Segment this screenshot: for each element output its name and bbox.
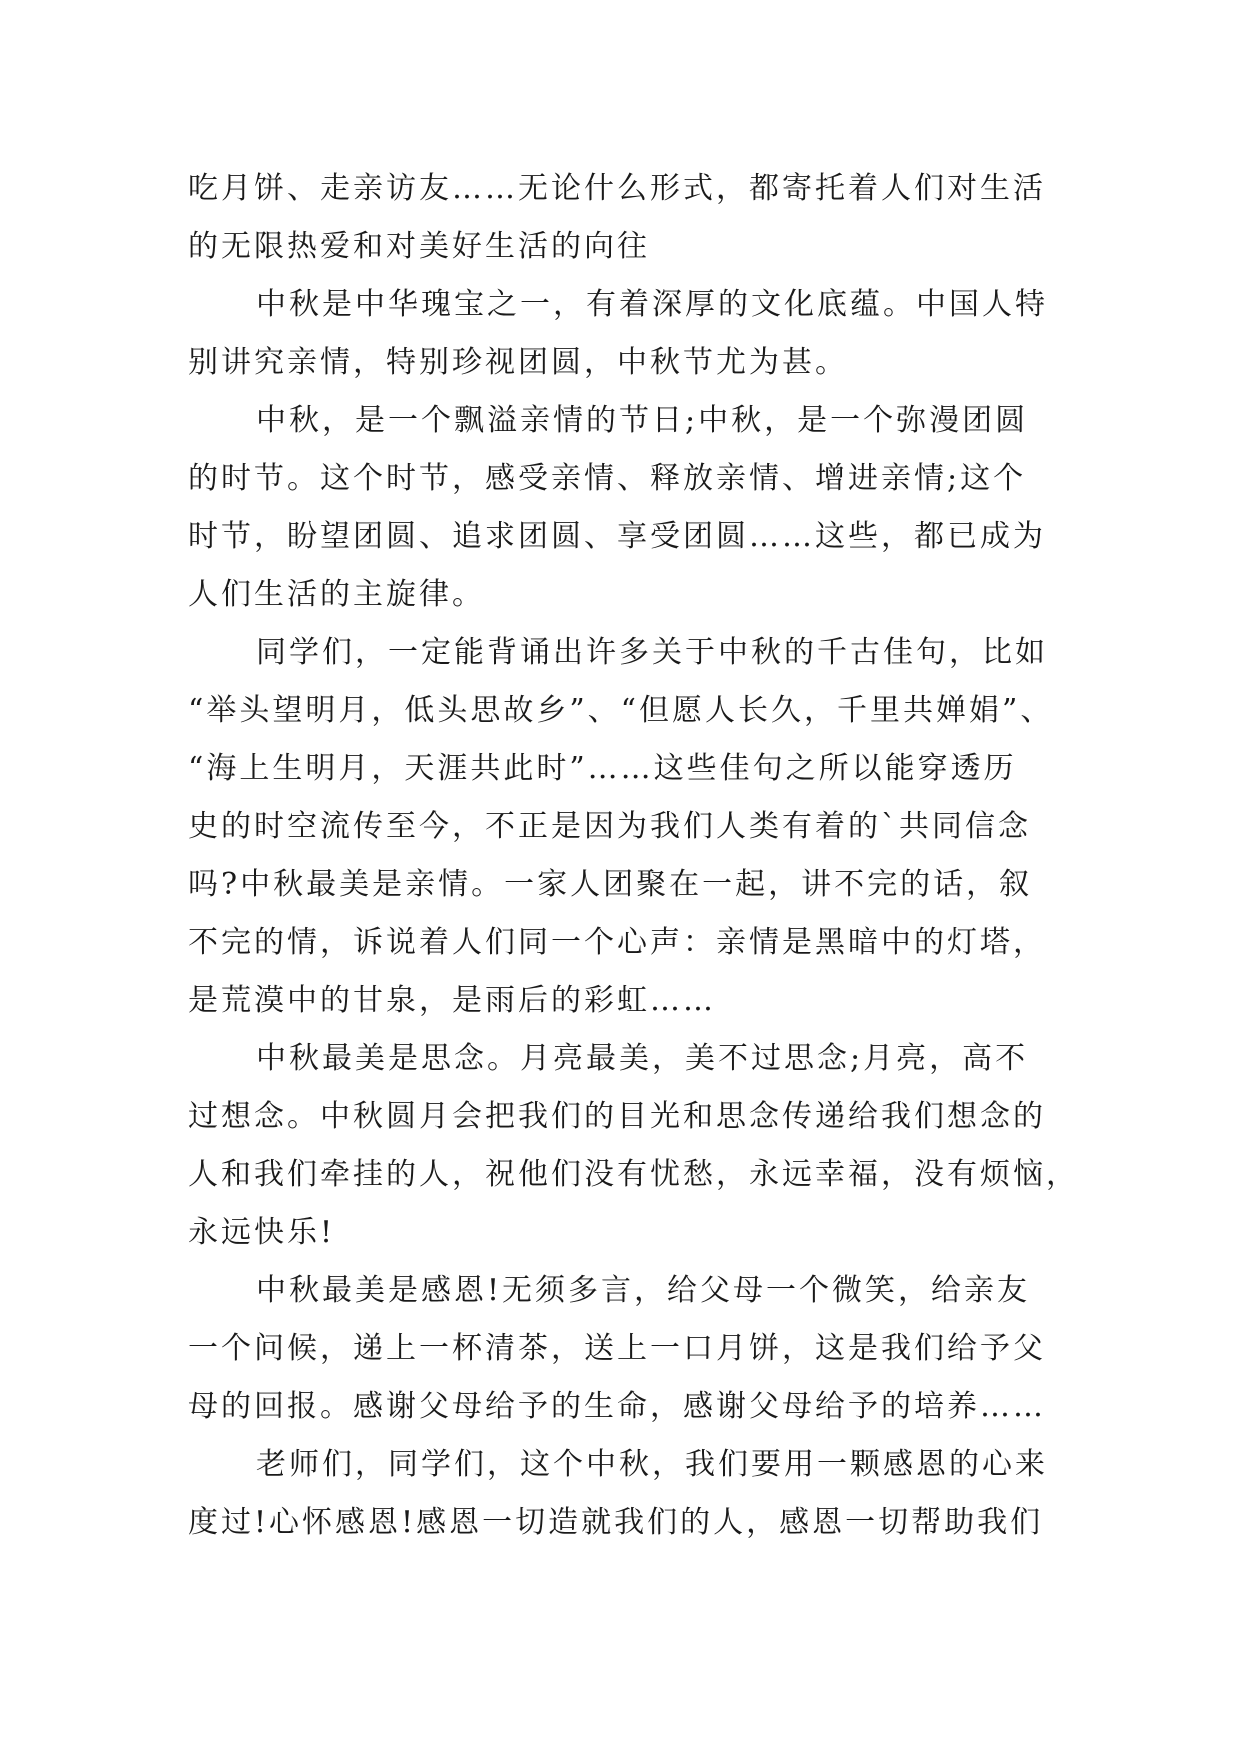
text-line: 史的时空流传至今，不正是因为我们人类有着的`共同信念 xyxy=(188,809,1031,844)
text-line: 中秋最美是思念。月亮最美，美不过思念;月亮，高不 xyxy=(256,1041,1029,1076)
text-line: 不完的情，诉说着人们同一个心声：亲情是黑暗中的灯塔， xyxy=(188,925,1046,960)
text-line: 老师们，同学们，这个中秋，我们要用一颗感恩的心来 xyxy=(256,1447,1048,1482)
text-line: 过想念。中秋圆月会把我们的目光和思念传递给我们想念的 xyxy=(188,1099,1046,1134)
text-line: 一个问候，递上一杯清茶，送上一口月饼，这是我们给予父 xyxy=(188,1331,1046,1366)
text-line: 别讲究亲情，特别珍视团圆，中秋节尤为甚。 xyxy=(188,345,848,380)
text-line: “举头望明月，低头思故乡”、“但愿人长久，千里共婵娟”、 xyxy=(188,693,1054,728)
text-line: 度过!心怀感恩!感恩一切造就我们的人，感恩一切帮助我们 xyxy=(188,1505,1044,1540)
text-line: 中秋最美是感恩!无须多言，给父母一个微笑，给亲友 xyxy=(256,1273,1031,1308)
text-line: 的时节。这个时节，感受亲情、释放亲情、增进亲情;这个 xyxy=(188,461,1027,496)
text-line: 同学们，一定能背诵出许多关于中秋的千古佳句，比如 xyxy=(256,635,1048,670)
text-line: 中秋，是一个飘溢亲情的节日;中秋，是一个弥漫团圆 xyxy=(256,403,1029,438)
text-line: 永远快乐! xyxy=(188,1215,336,1250)
body-text xyxy=(188,160,1079,1552)
text-line: 母的回报。感谢父母给予的生命，感谢父母给予的培养…… xyxy=(188,1389,1046,1424)
text-line: 中秋是中华瑰宝之一，有着深厚的文化底蕴。中国人特 xyxy=(256,287,1048,322)
text-line: 时节，盼望团圆、追求团圆、享受团圆……这些，都已成为 xyxy=(188,519,1046,554)
text-line: 吗?中秋最美是亲情。一家人团聚在一起，讲不完的话，叙 xyxy=(188,867,1033,902)
text-line: 是荒漠中的甘泉，是雨后的彩虹…… xyxy=(188,983,716,1018)
text-line: 吃月饼、走亲访友……无论什么形式，都寄托着人们对生活 xyxy=(188,171,1046,206)
text-line: 人们生活的主旋律。 xyxy=(188,577,485,612)
text-line: 的无限热爱和对美好生活的向往 xyxy=(188,229,650,264)
text-line: 人和我们牵挂的人，祝他们没有忧愁，永远幸福，没有烦恼， xyxy=(188,1157,1079,1192)
text-line: “海上生明月，天涯共此时”……这些佳句之所以能穿透历 xyxy=(188,751,1017,786)
